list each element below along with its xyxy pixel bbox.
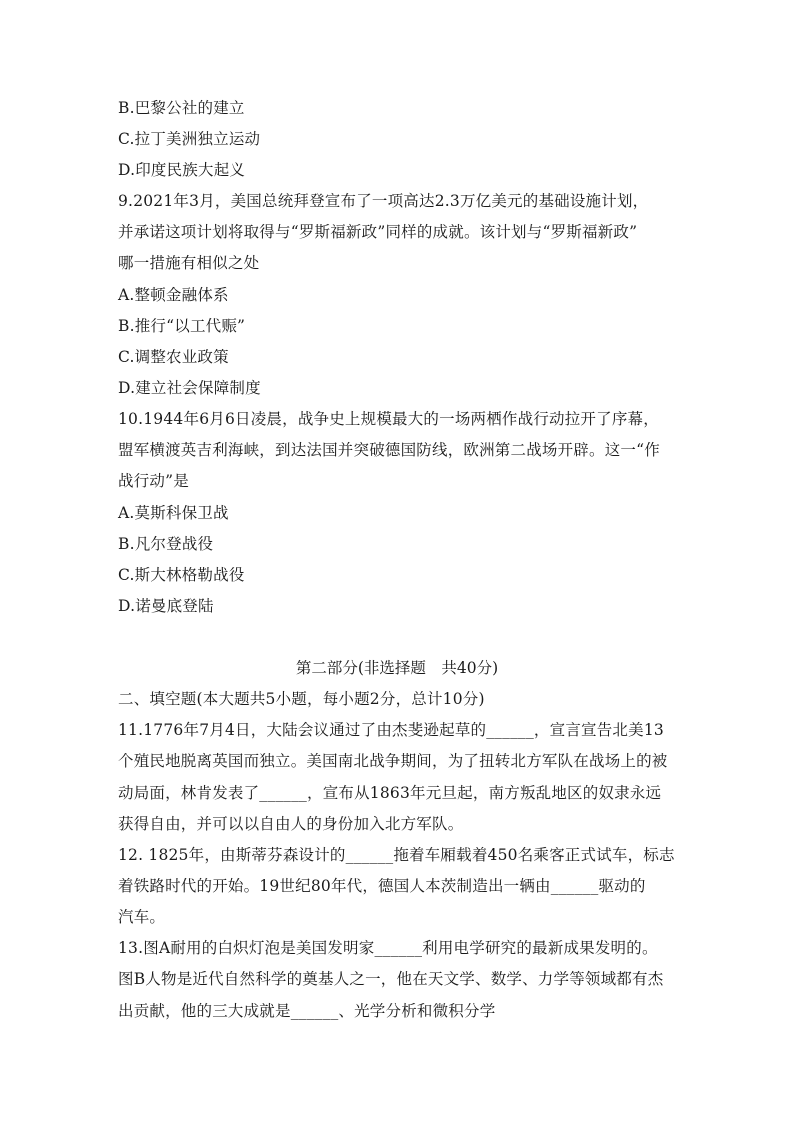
q8-option-c: C.拉丁美洲独立运动: [118, 130, 261, 148]
q13-line3: 出贡献，他的三大成就是______、光学分析和微积分学: [118, 1002, 496, 1020]
q8-option-d: D.印度民族大起义: [118, 161, 246, 179]
q10-option-d: D.诺曼底登陆: [118, 597, 214, 615]
q9-stem-line3: 哪一措施有相似之处: [118, 254, 260, 272]
q11-line3: 动局面，林肯发表了______，宣布从1863年元旦起，南方叛乱地区的奴隶永远: [118, 784, 662, 802]
q9-option-a: A.整顿金融体系: [118, 286, 229, 304]
q12-line2: 着铁路时代的开始。19世纪80年代，德国人本茨制造出一辆由______驱动的: [118, 877, 646, 895]
q13-line2: 图B人物是近代自然科学的奠基人之一，他在天文学、数学、力学等领域都有杰: [118, 970, 664, 988]
q10-option-c: C.斯大林格勒战役: [118, 566, 245, 584]
q12-line1: 12. 1825年，由斯蒂芬森设计的______拖着车厢载着450名乘客正式试车，标志: [118, 846, 675, 864]
q13-line1: 13.图A耐用的白炽灯泡是美国发明家______利用电学研究的最新成果发明的。: [118, 939, 658, 957]
q10-stem-line1: 10.1944年6月6日凌晨，战争史上规模最大的一场两栖作战行动拉开了序幕，: [118, 410, 659, 428]
q11-line4: 获得自由，并可以以自由人的身份加入北方军队。: [118, 815, 464, 833]
q9-option-c: C.调整农业政策: [118, 348, 229, 366]
part2-heading: 第二部分(非选择题 共40分): [295, 659, 499, 677]
q12-line3: 汽车。: [118, 908, 166, 926]
q9-option-b: B.推行“以工代赈”: [118, 317, 246, 335]
q9-stem-line2: 并承诺这项计划将取得与“罗斯福新政”同样的成就。该计划与“罗斯福新政”: [118, 223, 638, 241]
q11-line1: 11.1776年7月4日，大陆会议通过了由杰斐逊起草的______，宣言宣告北美13: [118, 721, 664, 739]
q10-option-b: B.凡尔登战役: [118, 535, 214, 553]
section-title: 二、填空题(本大题共5小题，每小题2分，总计10分): [118, 690, 485, 708]
q8-option-b: B.巴黎公社的建立: [118, 99, 245, 117]
q10-option-a: A.莫斯科保卫战: [118, 504, 229, 522]
q9-option-d: D.建立社会保障制度: [118, 379, 261, 397]
q10-stem-line3: 战行动”是: [118, 472, 189, 490]
q11-line2: 个殖民地脱离英国而独立。美国南北战争期间，为了扭转北方军队在战场上的被: [118, 752, 668, 770]
q10-stem-line2: 盟军横渡英吉利海峡，到达法国并突破德国防线，欧洲第二战场开辟。这一“作: [118, 441, 660, 459]
q9-stem-line1: 9.2021年3月，美国总统拜登宣布了一项高达2.3万亿美元的基础设施计划，: [118, 192, 649, 210]
